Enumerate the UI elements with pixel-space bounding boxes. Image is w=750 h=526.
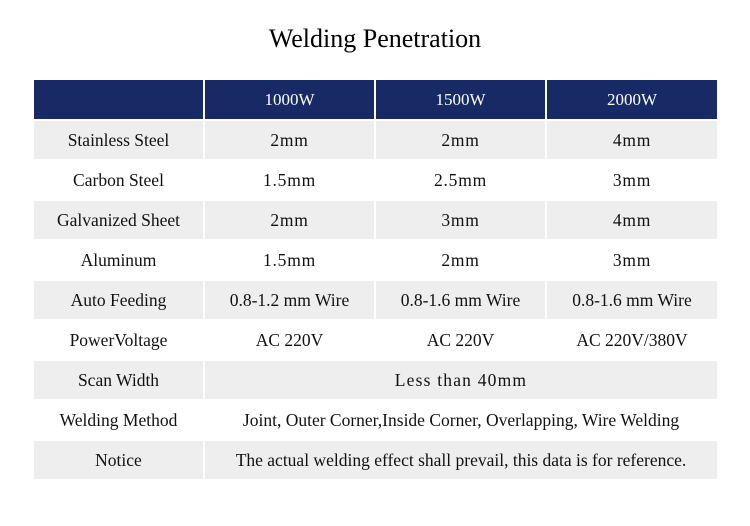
cell-aluminum-2000w: 3mm bbox=[547, 240, 717, 280]
cell-carbon-2000w: 3mm bbox=[547, 160, 717, 200]
header-corner-cell bbox=[34, 80, 203, 119]
row-label-aluminum: Aluminum bbox=[34, 240, 203, 280]
cell-voltage-1500w: AC 220V bbox=[376, 320, 545, 360]
row-label-power-voltage: PowerVoltage bbox=[34, 320, 203, 360]
cell-stainless-2000w: 4mm bbox=[547, 121, 717, 159]
cell-scan-width-value: Less than 40mm bbox=[205, 361, 717, 399]
cell-voltage-1000w: AC 220V bbox=[205, 320, 374, 360]
row-label-welding-method: Welding Method bbox=[34, 400, 203, 440]
welding-penetration-table bbox=[34, 80, 717, 480]
cell-welding-method-value: Joint, Outer Corner,Inside Corner, Overlapping, Wire Welding bbox=[205, 400, 717, 440]
cell-galvanized-1000w: 2mm bbox=[205, 201, 374, 239]
cell-feeding-1500w: 0.8-1.6 mm Wire bbox=[376, 281, 545, 319]
cell-stainless-1500w: 2mm bbox=[376, 121, 545, 159]
cell-feeding-1000w: 0.8-1.2 mm Wire bbox=[205, 281, 374, 319]
cell-notice-value: The actual welding effect shall prevail, this data is for reference. bbox=[205, 441, 717, 479]
row-label-carbon-steel: Carbon Steel bbox=[34, 160, 203, 200]
cell-carbon-1500w: 2.5mm bbox=[376, 160, 545, 200]
header-1000w: 1000W bbox=[205, 80, 374, 119]
row-label-notice: Notice bbox=[34, 441, 203, 479]
row-label-galvanized-sheet: Galvanized Sheet bbox=[34, 201, 203, 239]
cell-stainless-1000w: 2mm bbox=[205, 121, 374, 159]
row-label-stainless-steel: Stainless Steel bbox=[34, 121, 203, 159]
cell-feeding-2000w: 0.8-1.6 mm Wire bbox=[547, 281, 717, 319]
page-title: Welding Penetration bbox=[268, 24, 482, 53]
header-2000w: 2000W bbox=[547, 80, 717, 119]
cell-aluminum-1500w: 2mm bbox=[376, 240, 545, 280]
cell-voltage-2000w: AC 220V/380V bbox=[547, 320, 717, 360]
row-label-auto-feeding: Auto Feeding bbox=[34, 281, 203, 319]
header-1500w: 1500W bbox=[376, 80, 545, 119]
row-label-scan-width: Scan Width bbox=[34, 361, 203, 399]
cell-galvanized-1500w: 3mm bbox=[376, 201, 545, 239]
cell-galvanized-2000w: 4mm bbox=[547, 201, 717, 239]
cell-carbon-1000w: 1.5mm bbox=[205, 160, 374, 200]
cell-aluminum-1000w: 1.5mm bbox=[205, 240, 374, 280]
